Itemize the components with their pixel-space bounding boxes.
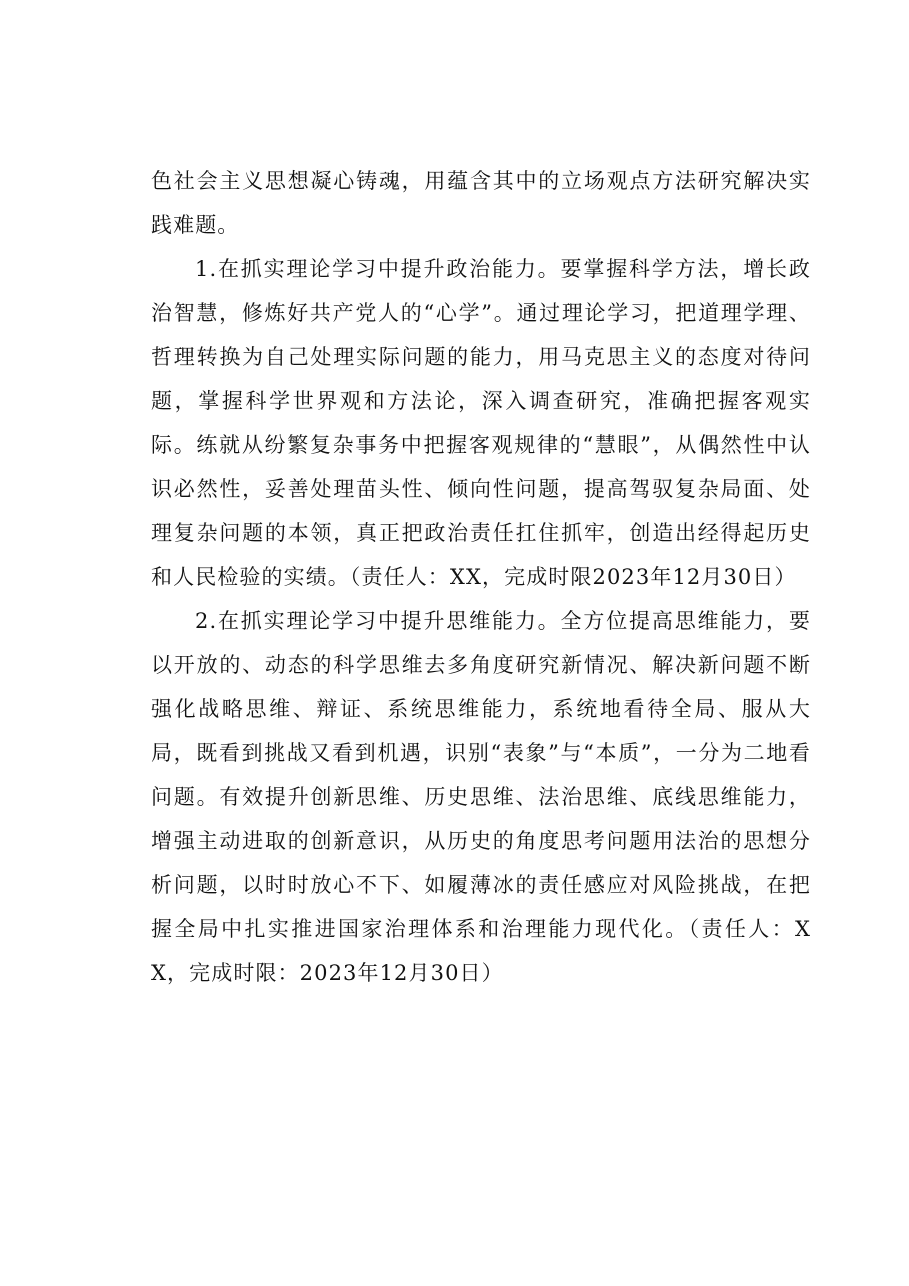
paragraph-intro-continuation: 色社会主义思想凝心铸魂，用蕴含其中的立场观点方法研究解决实践难题。: [151, 169, 811, 237]
paragraph-item-1: 1.在抓实理论学习中提升政治能力。要掌握科学方法，增长政治智慧，修炼好共产党人的“心学”。通过理论学习，把道理学理、哲理转换为自己处理实际问题的能力，用马克思主义的态度对待问题，掌握科学世界观和方法论，深入调查研究，准确把握客观实际。练就从纷繁复杂事务中把握客观规律的“慧眼”，从偶然性中认识必然性，妥善处理苗头性、倾向性问题，提高驾驭复杂局面、处理复杂问题的本领，真正把政治责任扛住抓牢，创造出经得起历史和人民检验的实绩。（责任人：XX，完成时限2023年12月30日）: [151, 257, 811, 589]
document-body: [151, 159, 811, 995]
paragraph-item-2: 2.在抓实理论学习中提升思维能力。全方位提高思维能力，要以开放的、动态的科学思维去多角度研究新情况、解决新问题不断强化战略思维、辩证、系统思维能力，系统地看待全局、服从大局，既看到挑战又看到机遇，识别“表象”与“本质”，一分为二地看问题。有效提升创新思维、历史思维、法治思维、底线思维能力，增强主动进取的创新意识，从历史的角度思考问题用法治的思想分析问题，以时时放心不下、如履薄冰的责任感应对风险挑战，在把握全局中扎实推进国家治理体系和治理能力现代化。（责任人：XX，完成时限：2023年12月30日）: [151, 609, 811, 985]
